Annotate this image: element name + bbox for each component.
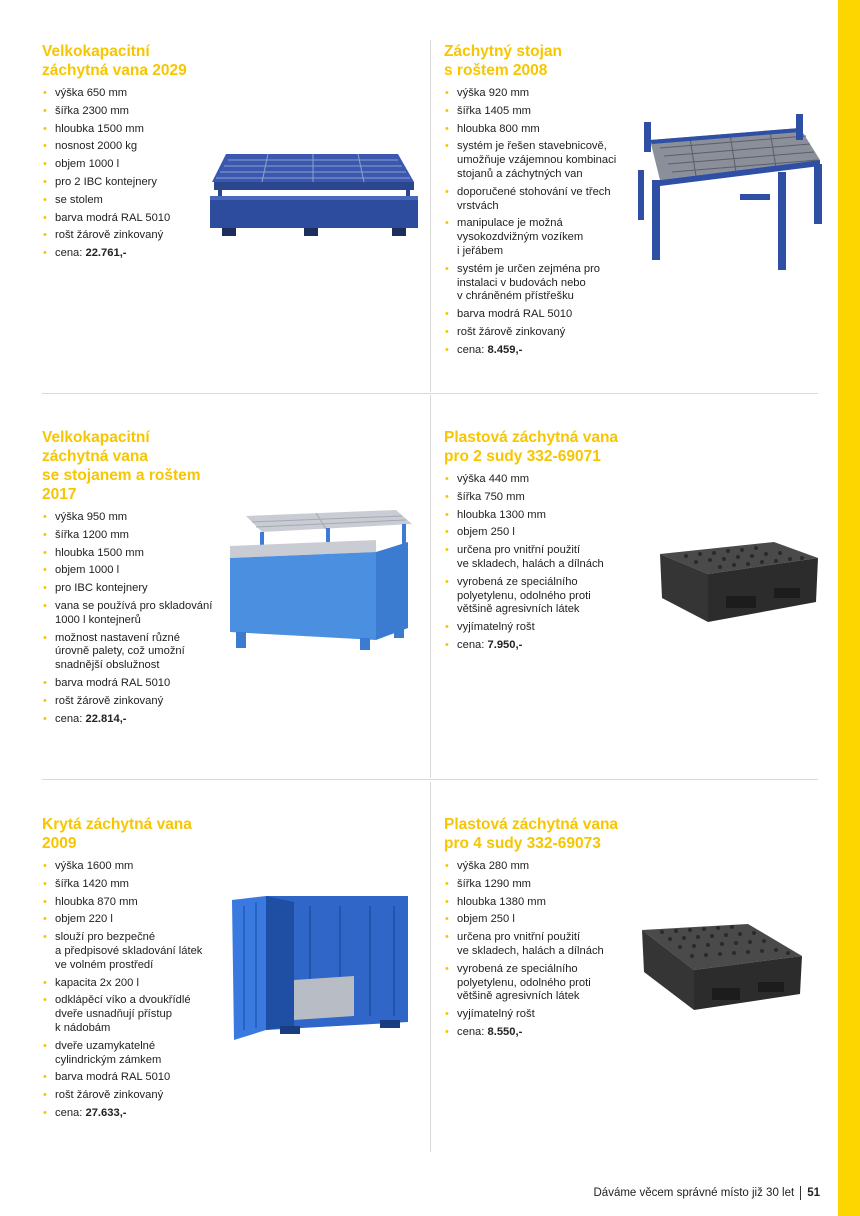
price-label: cena: — [55, 712, 86, 725]
product-2009 — [42, 815, 222, 1125]
spec-item: • objem 1000 l — [42, 158, 212, 172]
spec-item: • rošt žárově zinkovaný — [42, 695, 232, 709]
row-divider-1 — [42, 393, 818, 394]
spec-item: • pro IBC kontejnery — [42, 582, 232, 596]
spec-list — [444, 87, 634, 358]
spec-list — [42, 860, 222, 1121]
spec-item: • barva modrá RAL 5010 — [42, 1071, 222, 1085]
spec-item: • slouží pro bezpečné a předpisové skladování látek ve volném prostředí — [42, 931, 222, 972]
spec-item: • se stolem — [42, 194, 212, 208]
page-number: 51 — [807, 1187, 820, 1199]
spec-item: • doporučené stohování ve třech vrstvách — [444, 186, 634, 214]
spec-item: • výška 950 mm — [42, 511, 232, 525]
page-footer — [560, 1185, 820, 1201]
spec-item: • dveře uzamykatelné cylindrickým zámkem — [42, 1040, 222, 1068]
product-332-69071 — [444, 428, 644, 657]
price-value: 22.814,- — [85, 712, 127, 725]
price-value: 22.761,- — [85, 247, 127, 260]
spec-item: • výška 920 mm — [444, 87, 634, 101]
column-divider-1 — [430, 40, 431, 392]
spec-item: • výška 650 mm — [42, 87, 212, 101]
product-title: Velkokapacitní záchytná vana se stojanem a roštem 2017 — [42, 429, 201, 503]
row-divider-2 — [42, 779, 818, 780]
product-image-332-69073 — [638, 922, 806, 1014]
product-image-332-69071 — [656, 540, 820, 626]
price-value: 27.633,- — [85, 1106, 127, 1119]
price-label: cena: — [457, 343, 488, 356]
price-label: cena: — [55, 247, 86, 260]
product-2029 — [42, 42, 212, 265]
spec-item: • šířka 750 mm — [444, 491, 644, 505]
product-2008 — [444, 42, 634, 362]
spec-item: • pro 2 IBC kontejnery — [42, 176, 212, 190]
price-label: cena: — [457, 638, 488, 651]
price-value: 7.950,- — [487, 638, 523, 651]
column-divider-2 — [430, 395, 431, 778]
spec-item: • šířka 1200 mm — [42, 529, 232, 543]
footer-separator — [800, 1186, 801, 1200]
price-label: cena: — [55, 1106, 86, 1119]
spec-list — [444, 860, 644, 1040]
spec-item: • šířka 1405 mm — [444, 105, 634, 119]
side-accent-bar — [838, 0, 860, 1216]
spec-item: • barva modrá RAL 5010 — [444, 308, 634, 322]
spec-item: • objem 1000 l — [42, 564, 232, 578]
product-title: Plastová záchytná vana pro 2 sudy 332-69071 — [444, 429, 619, 465]
spec-list — [42, 87, 212, 261]
product-image-2029 — [208, 148, 420, 240]
product-image-2008 — [630, 110, 830, 275]
spec-item: • odklápěcí víko a dvoukřídlé dveře usnadňují přístup k nádobám — [42, 994, 222, 1035]
column-divider-3 — [430, 782, 431, 1152]
spec-item: • šířka 1290 mm — [444, 878, 644, 892]
spec-item: • výška 1600 mm — [42, 860, 222, 874]
spec-item: • nosnost 2000 kg — [42, 140, 212, 154]
product-2017 — [42, 428, 232, 730]
price-item — [444, 1026, 644, 1040]
spec-item: • systém je určen zejména pro instalaci v budovách nebo v chráněném přístřešku — [444, 263, 634, 304]
spec-item: • vana se používá pro skladování 1000 l kontejnerů — [42, 600, 232, 628]
spec-item: • hloubka 800 mm — [444, 123, 634, 137]
price-value: 8.550,- — [487, 1025, 523, 1038]
spec-item: • manipulace je možná vysokozdvižným vozíkem i jeřábem — [444, 217, 634, 258]
product-title: Plastová záchytná vana pro 4 sudy 332-69073 — [444, 816, 619, 852]
spec-list — [42, 511, 232, 726]
price-value: 8.459,- — [487, 343, 523, 356]
price-item — [444, 344, 634, 358]
price-item — [42, 1107, 222, 1121]
spec-item: • šířka 2300 mm — [42, 105, 212, 119]
product-332-69073 — [444, 815, 644, 1044]
spec-item: • kapacita 2x 200 l — [42, 977, 222, 991]
spec-item: • vyjímatelný rošt — [444, 621, 644, 635]
spec-item: • možnost nastavení různé úrovně palety, což umožní snadnější obslužnost — [42, 632, 232, 673]
spec-item: • vyrobená ze speciálního polyetylenu, odolného proti většině agresivních látek — [444, 963, 644, 1004]
spec-list — [444, 473, 644, 653]
spec-item: • barva modrá RAL 5010 — [42, 677, 232, 691]
spec-item: • barva modrá RAL 5010 — [42, 212, 212, 226]
spec-item: • rošt žárově zinkovaný — [42, 229, 212, 243]
price-item — [444, 639, 644, 653]
spec-item: • objem 220 l — [42, 913, 222, 927]
price-item — [42, 247, 212, 261]
spec-item: • výška 280 mm — [444, 860, 644, 874]
spec-item: • určena pro vnitřní použití ve skladech, halách a dílnách — [444, 931, 644, 959]
spec-item: • objem 250 l — [444, 913, 644, 927]
price-item — [42, 713, 232, 727]
spec-item: • hloubka 870 mm — [42, 896, 222, 910]
product-image-2017 — [226, 510, 416, 652]
spec-item: • hloubka 1380 mm — [444, 896, 644, 910]
spec-item: • šířka 1420 mm — [42, 878, 222, 892]
spec-item: • systém je řešen stavebnicově, umožňuje vzájemnou kombinaci stojanů a záchytných van — [444, 140, 634, 181]
footer-slogan: Dáváme věcem správné místo již 30 let — [593, 1187, 795, 1199]
product-title: Velkokapacitní záchytná vana 2029 — [42, 43, 187, 79]
spec-item: • hloubka 1500 mm — [42, 123, 212, 137]
product-title: Záchytný stojan s roštem 2008 — [444, 43, 562, 79]
spec-item: • rošt žárově zinkovaný — [42, 1089, 222, 1103]
spec-item: • hloubka 1500 mm — [42, 547, 232, 561]
product-image-2009 — [230, 892, 412, 1042]
spec-item: • výška 440 mm — [444, 473, 644, 487]
spec-item: • vyrobená ze speciálního polyetylenu, odolného proti většině agresivních látek — [444, 576, 644, 617]
spec-item: • objem 250 l — [444, 526, 644, 540]
spec-item: • hloubka 1300 mm — [444, 509, 644, 523]
spec-item: • rošt žárově zinkovaný — [444, 326, 634, 340]
product-title: Krytá záchytná vana 2009 — [42, 816, 192, 852]
spec-item: • vyjímatelný rošt — [444, 1008, 644, 1022]
spec-item: • určena pro vnitřní použití ve skladech, halách a dílnách — [444, 544, 644, 572]
price-label: cena: — [457, 1025, 488, 1038]
